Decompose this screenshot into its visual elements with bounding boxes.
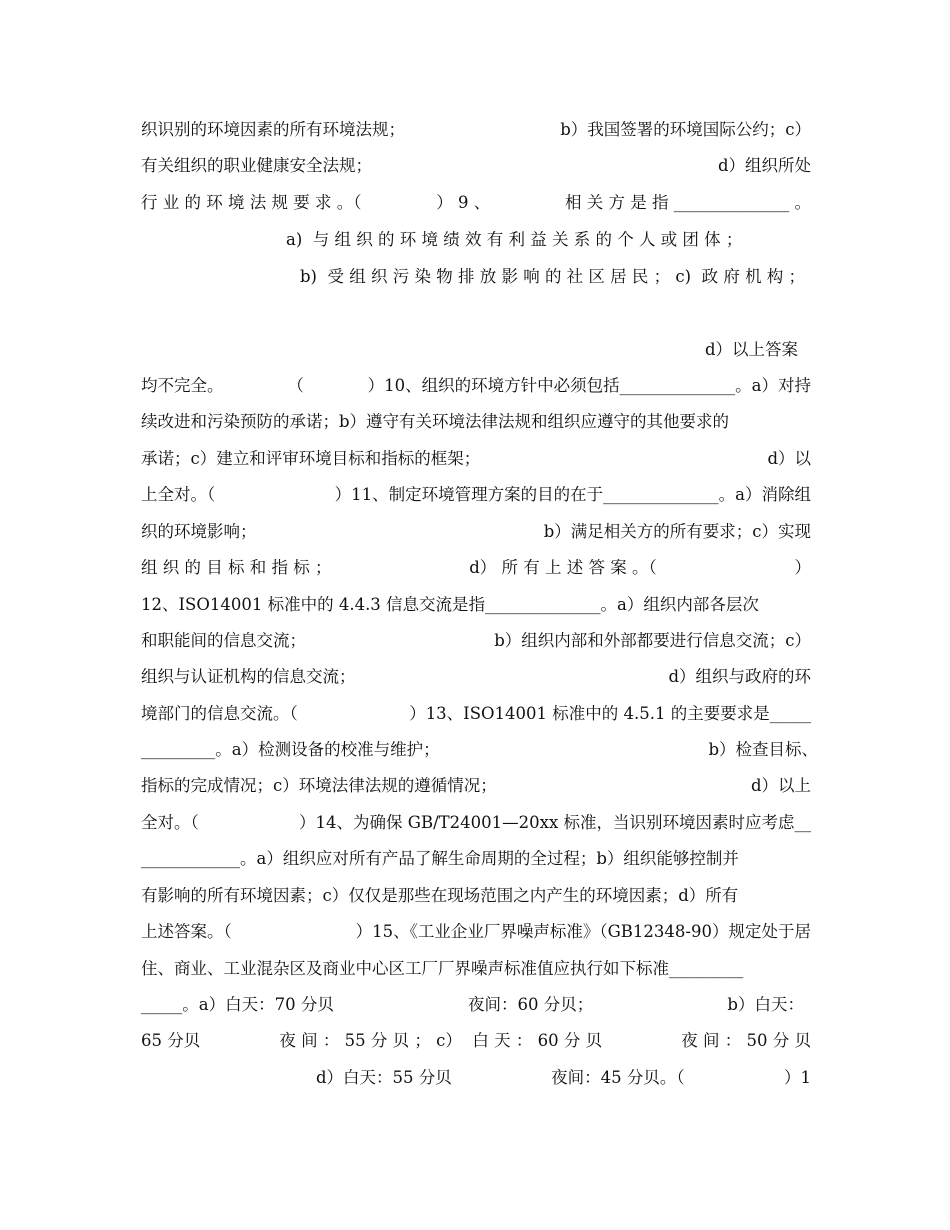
text-segment: b）满足相关方的所有要求；c）实现 — [543, 522, 811, 541]
text-line — [141, 883, 811, 909]
text-segment: d）组织所处 — [717, 156, 811, 175]
text-line — [141, 555, 811, 581]
text-segment: 织的环境影响； — [141, 522, 257, 541]
text-segment: 65 分贝 — [141, 1031, 201, 1050]
text-segment: ）10、组织的环境方针中必须包括______________。a）对持 — [367, 376, 811, 395]
text-segment: d）以上答案 — [705, 340, 799, 359]
text-segment: 指标的完成情况；c）环境法律法规的遵循情况； — [141, 776, 497, 795]
text-segment: b）我国签署的环境国际公约；c） — [560, 120, 811, 139]
text-line — [141, 117, 811, 143]
text-line — [141, 482, 811, 508]
text-line — [141, 992, 804, 1018]
text-line — [141, 737, 818, 763]
text-segment: _____。a）白天：70 分贝 — [141, 995, 334, 1014]
text-line — [286, 227, 818, 253]
text-line — [141, 664, 811, 690]
text-segment: 相 关 方 是 指 ______________ 。 — [565, 193, 811, 212]
text-line — [141, 846, 811, 872]
text-segment: 均不完全。 — [141, 376, 224, 395]
text-segment: 行 业 的 环 境 法 规 要 求 。（ — [141, 193, 362, 212]
text-segment: d）以 — [767, 449, 811, 468]
text-segment: 夜 间 ： 50 分 贝 — [681, 1031, 811, 1050]
text-segment: 组 织 的 目 标 和 指 标 ； — [141, 558, 332, 577]
text-segment: 夜间：45 分贝。（ — [551, 1068, 685, 1087]
text-segment: 有影响的所有环境因素；c）仅仅是那些在现场范围之内产生的环境因素；d）所有 — [141, 886, 739, 905]
text-segment: 承诺；c）建立和评审环境目标和指标的框架； — [141, 449, 481, 468]
text-line — [705, 337, 811, 363]
text-segment: 有关组织的职业健康安全法规； — [141, 156, 372, 175]
text-line — [141, 701, 811, 727]
text-segment: ）11、制定环境管理方案的目的在于______________。a）消除组 — [334, 485, 811, 504]
text-segment: b）检查目标、 — [708, 740, 818, 759]
text-segment: d）以上 — [750, 776, 811, 795]
text-line — [141, 153, 811, 179]
text-segment: 织识别的环境因素的所有环境法规； — [141, 120, 405, 139]
text-line — [300, 264, 818, 290]
text-line — [141, 919, 811, 945]
text-segment: a) 与 组 织 的 环 境 绩 效 有 利 益 关 系 的 个 人 或 团 体 ； — [286, 230, 743, 249]
text-segment: b）组织内部和外部都要进行信息交流；c） — [494, 631, 811, 650]
text-segment: 全对。（ — [141, 813, 199, 832]
text-line — [141, 773, 811, 799]
text-segment: 夜间：60 分贝； — [468, 995, 594, 1014]
text-segment: ）14、为确保 GB/T24001—20xx 标准，当识别环境因素时应考虑__ — [299, 813, 811, 832]
text-line — [141, 592, 811, 618]
text-segment: ） 9 、 — [436, 193, 491, 212]
text-line — [141, 446, 811, 472]
text-segment: b）白天： — [727, 995, 804, 1014]
text-segment: 上述答案。（ — [141, 922, 232, 941]
text-segment: ） — [794, 558, 811, 577]
text-segment: ____________。a）组织应对所有产品了解生命周期的全过程；b）组织能够控制并 — [141, 849, 739, 868]
text-line — [141, 810, 811, 836]
text-segment: b) 受 组 织 污 染 物 排 放 影 响 的 社 区 居 民 ； c) 政 府 机 构 ； — [300, 267, 806, 286]
text-segment: d） 所 有 上 述 答 案 。（ — [469, 558, 657, 577]
text-segment: 和职能间的信息交流； — [141, 631, 306, 650]
text-segment: 夜 间 ： 55 分 贝 ； c） 白 天 ： 60 分 贝 — [279, 1031, 603, 1050]
text-segment: d）组织与政府的环 — [668, 667, 811, 686]
text-segment: _________。a）检测设备的校准与维护； — [141, 740, 440, 759]
text-line — [141, 1028, 811, 1054]
text-segment: ）15、《工业企业厂界噪声标准》（GB12348-90）规定处于居 — [355, 922, 811, 941]
text-segment: ）13、ISO14001 标准中的 4.5.1 的主要要求是_____ — [409, 704, 811, 723]
text-segment: 境部门的信息交流。（ — [141, 704, 298, 723]
text-line — [141, 190, 811, 216]
text-segment: 住、商业、工业混杂区及商业中心区工厂厂界噪声标准值应执行如下标准_________ — [141, 959, 744, 978]
text-line — [141, 519, 811, 545]
text-line — [141, 409, 811, 435]
text-line — [141, 628, 811, 654]
text-line — [141, 956, 811, 982]
text-segment: 续改进和污染预防的承诺；b）遵守有关环境法律法规和组织应遵守的其他要求的 — [141, 412, 730, 431]
text-segment: （ — [287, 376, 304, 395]
text-segment: 12、ISO14001 标准中的 4.4.3 信息交流是指______________。a）组织内部各层次 — [141, 595, 759, 614]
text-segment: ）1 — [784, 1068, 811, 1087]
text-line — [316, 1065, 811, 1091]
text-segment: 上全对。（ — [141, 485, 216, 504]
text-line — [141, 373, 811, 399]
text-segment: d）白天：55 分贝 — [316, 1068, 452, 1087]
text-segment: 组织与认证机构的信息交流； — [141, 667, 356, 686]
